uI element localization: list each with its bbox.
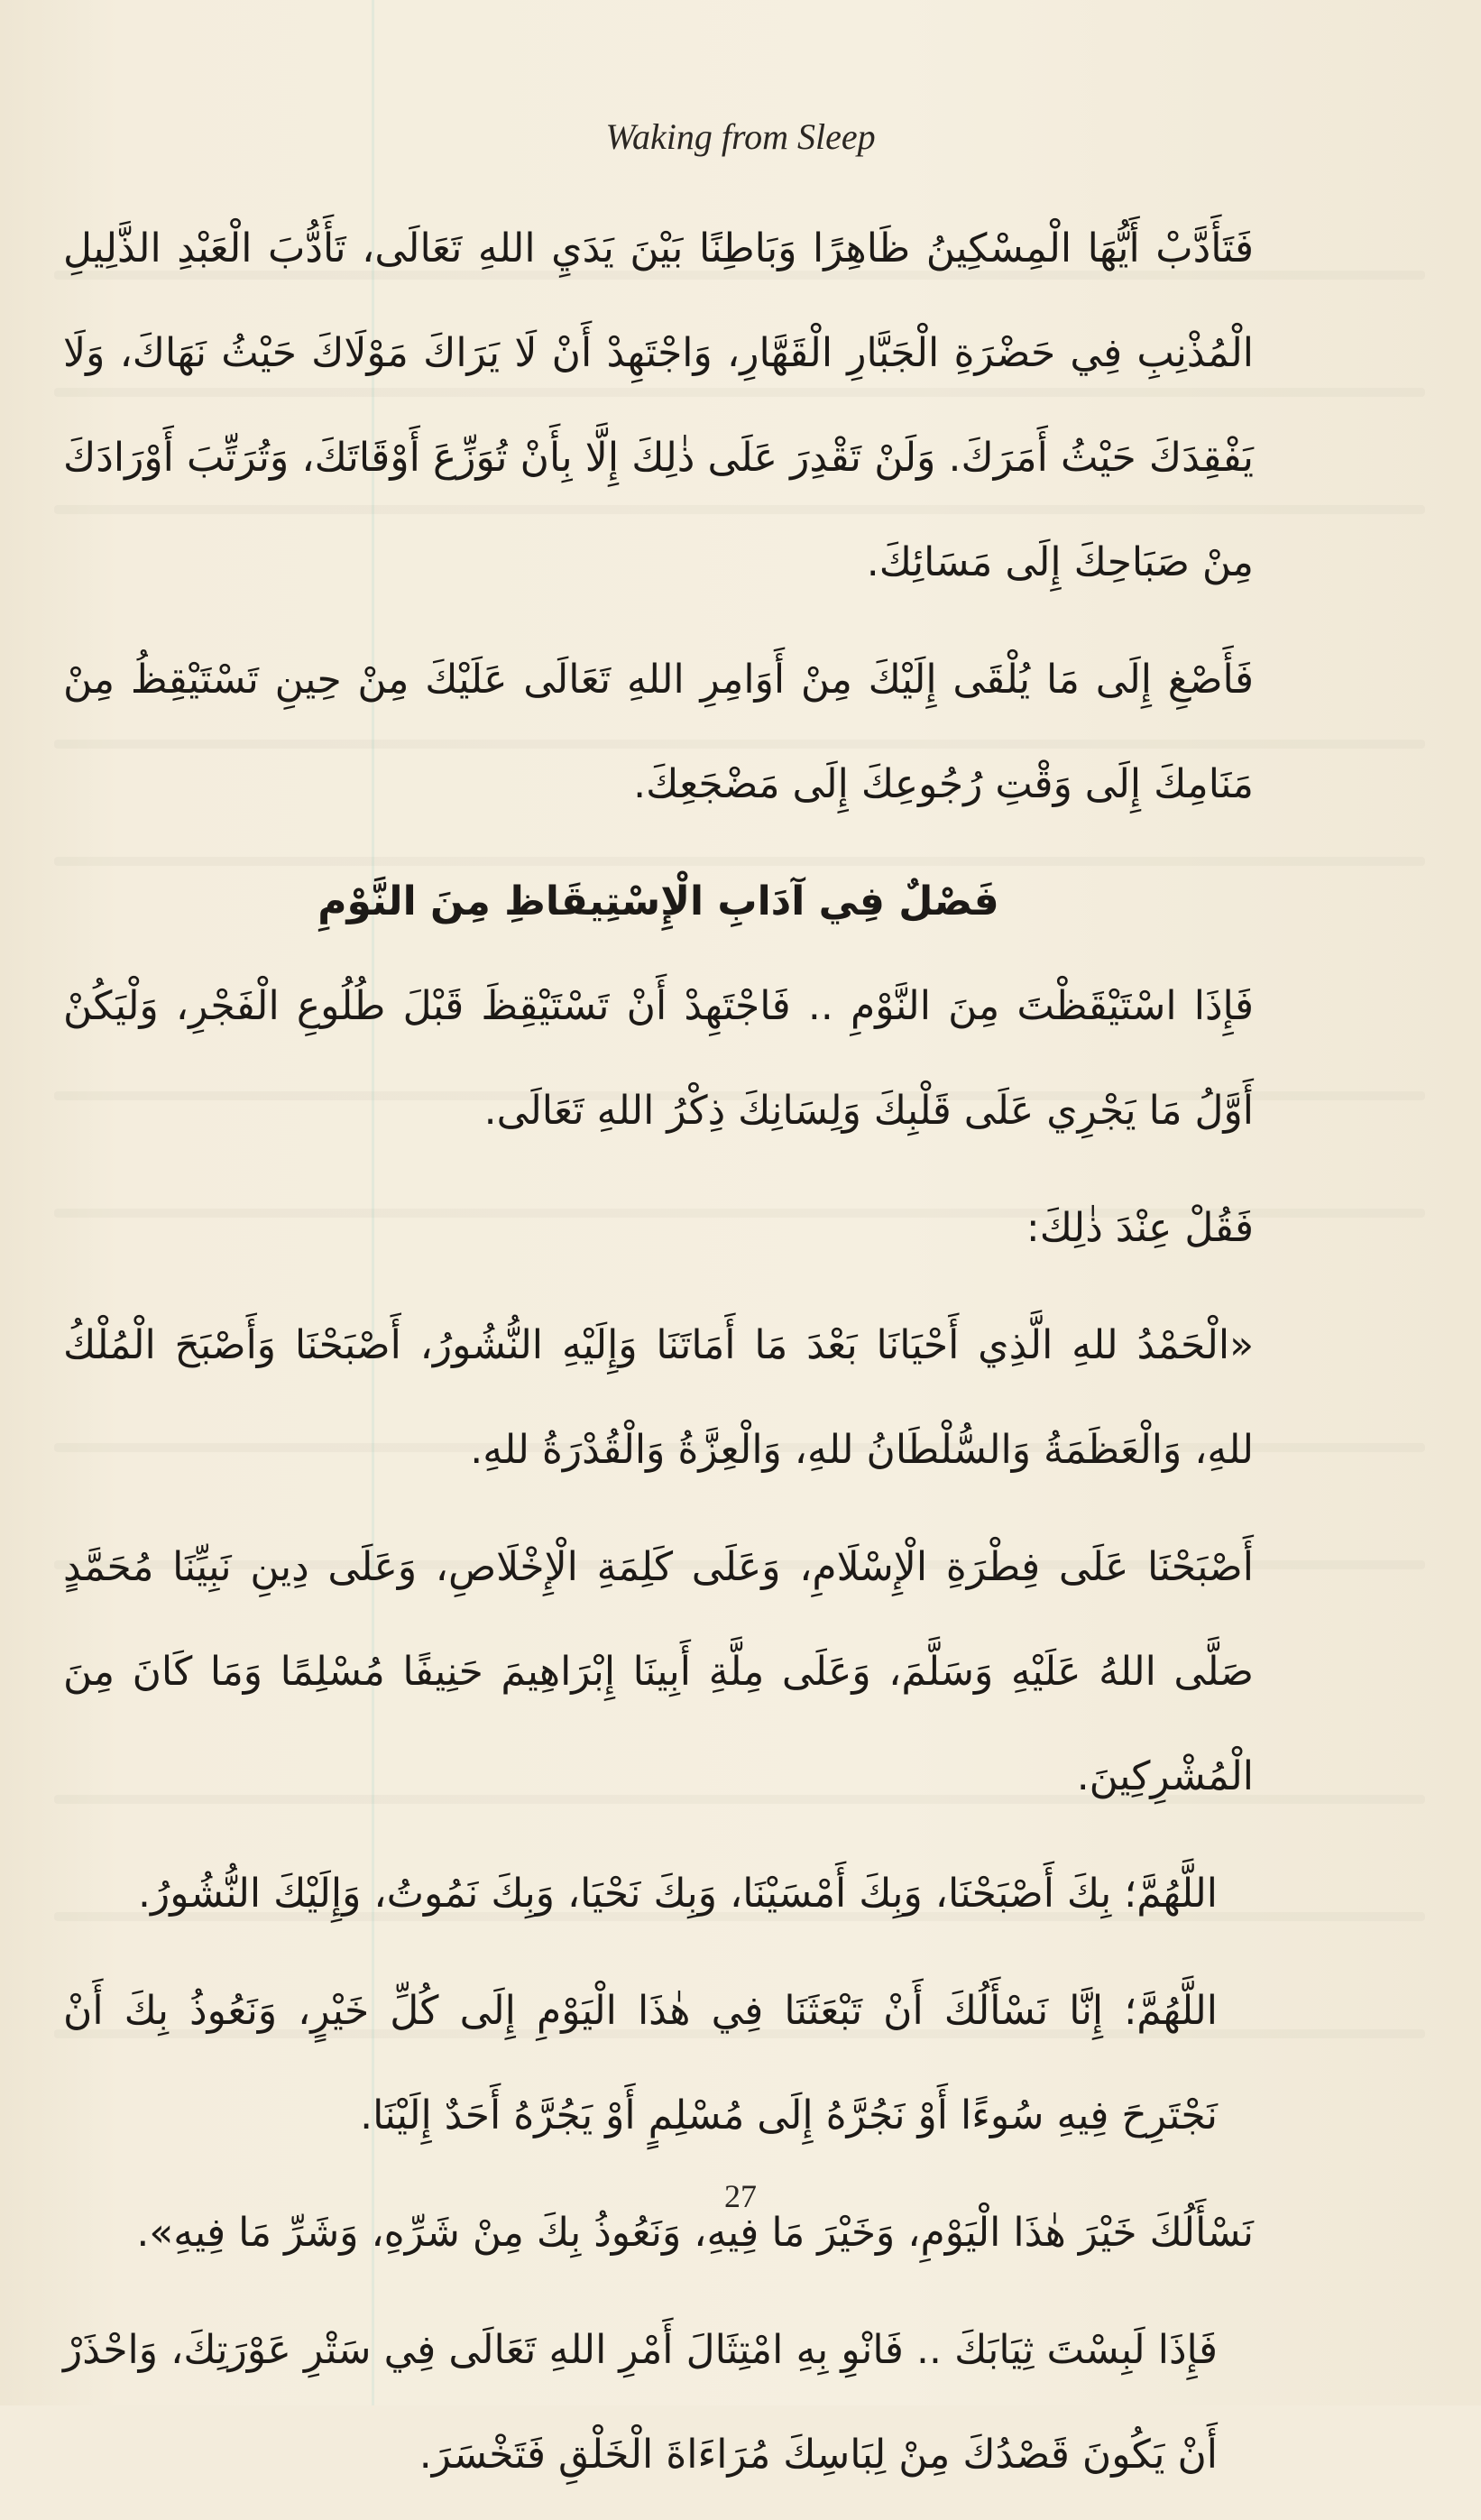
supplication-praise: «الْحَمْدُ للهِ الَّذِي أَحْيَانَا بَعْدَ مَا أَمَاتَنَا وَإِلَيْهِ النُّشُورُ، أَصْبَحْنَا وَأَصْبَحَ الْمُلْكُ للهِ، وَالْعَظَمَةُ وَالسُّلْطَانُ للهِ، وَالْعِزَّةُ وَالْقُدْرَةُ للهِ. <box>63 1322 1254 1473</box>
supplication-allahumma-2: اللَّهُمَّ؛ إِنَّا نَسْأَلُكَ أَنْ تَبْعَثَنَا فِي هٰذَا الْيَوْمِ إِلَى كُلِّ خَيْرٍ، وَنَعُوذُ بِكَ أَنْ نَجْتَرِحَ فِيهِ سُوءًا أَوْ نَجُرَّهُ إِلَى مُسْلِمٍ أَوْ يَجُرَّهُ أَحَدٌ إِلَيْنَا. <box>63 1988 1218 2138</box>
page-number: 27 <box>724 2178 757 2214</box>
section-heading: فَصْلٌ فِي آدَابِ الْإِسْتِيقَاظِ مِنَ النَّوْمِ <box>317 878 999 924</box>
supplication-fitra: أَصْبَحْنَا عَلَى فِطْرَةِ الْإِسْلَامِ، وَعَلَى كَلِمَةِ الْإِخْلَاصِ، وَعَلَى دِينِ نَبِيِّنَا مُحَمَّدٍ صَلَّى اللهُ عَلَيْهِ وَسَلَّمَ، وَعَلَى مِلَّةِ أَبِينَا إِبْرَاهِيمَ حَنِيفًا مُسْلِمًا وَمَا كَانَ مِنَ الْمُشْرِكِينَ. <box>63 1544 1254 1799</box>
paragraph-waking: فَإِذَا اسْتَيْقَظْتَ مِنَ النَّوْمِ .. فَاجْتَهِدْ أَنْ تَسْتَيْقِظَ قَبْلَ طُلُوعِ الْفَجْرِ، وَلْيَكُنْ أَوَّلُ مَا يَجْرِي عَلَى قَلْبِكَ وَلِسَانِكَ ذِكْرُ اللهِ تَعَالَى. <box>63 983 1254 1134</box>
running-head: Waking from Sleep <box>605 116 876 157</box>
paragraph-adab: فَتَأَدَّبْ أَيُّهَا الْمِسْكِينُ ظَاهِرًا وَبَاطِنًا بَيْنَ يَدَيِ اللهِ تَعَالَى، تَأَدُّبَ الْعَبْدِ الذَّلِيلِ الْمُذْنِبِ فِي حَضْرَةِ الْجَبَّارِ الْقَهَّارِ، وَاجْتَهِدْ أَنْ لَا يَرَاكَ مَوْلَاكَ حَيْثُ نَهَاكَ، وَلَا يَفْقِدَكَ حَيْثُ أَمَرَكَ. وَلَنْ تَقْدِرَ عَلَى ذٰلِكَ إِلَّا بِأَنْ تُوَزِّعَ أَوْقَاتَكَ، وَتُرَتِّبَ أَوْرَادَكَ مِنْ صَبَاحِكَ إِلَى مَسَائِكَ. <box>63 225 1254 585</box>
supplication-khayr: نَسْأَلُكَ خَيْرَ هٰذَا الْيَوْمِ، وَخَيْرَ مَا فِيهِ، وَنَعُوذُ بِكَ مِنْ شَرِّهِ، وَشَرِّ مَا فِيهِ». <box>136 2210 1254 2256</box>
paragraph-say: فَقُلْ عِنْدَ ذٰلِكَ: <box>1026 1205 1254 1251</box>
supplication-allahumma-1: اللَّهُمَّ؛ بِكَ أَصْبَحْنَا، وَبِكَ أَمْسَيْنَا، وَبِكَ نَحْيَا، وَبِكَ نَمُوتُ، وَإِلَيْكَ النُّشُورُ. <box>138 1871 1218 1917</box>
paragraph-clothes: فَإِذَا لَبِسْتَ ثِيَابَكَ .. فَانْوِ بِهِ امْتِثَالَ أَمْرِ اللهِ تَعَالَى فِي سَتْرِ عَوْرَتِكَ، وَاحْذَرْ أَنْ يَكُونَ قَصْدُكَ مِنْ لِبَاسِكَ مُرَاءَاةَ الْخَلْقِ فَتَخْسَرَ. <box>63 2327 1218 2478</box>
paragraph-listen: فَأَصْغِ إِلَى مَا يُلْقَى إِلَيْكَ مِنْ أَوَامِرِ اللهِ تَعَالَى عَلَيْكَ مِنْ حِينِ تَسْتَيْقِظُ مِنْ مَنَامِكَ إِلَى وَقْتِ رُجُوعِكَ إِلَى مَضْجَعِكَ. <box>63 657 1254 807</box>
body-text <box>63 197 1254 2520</box>
